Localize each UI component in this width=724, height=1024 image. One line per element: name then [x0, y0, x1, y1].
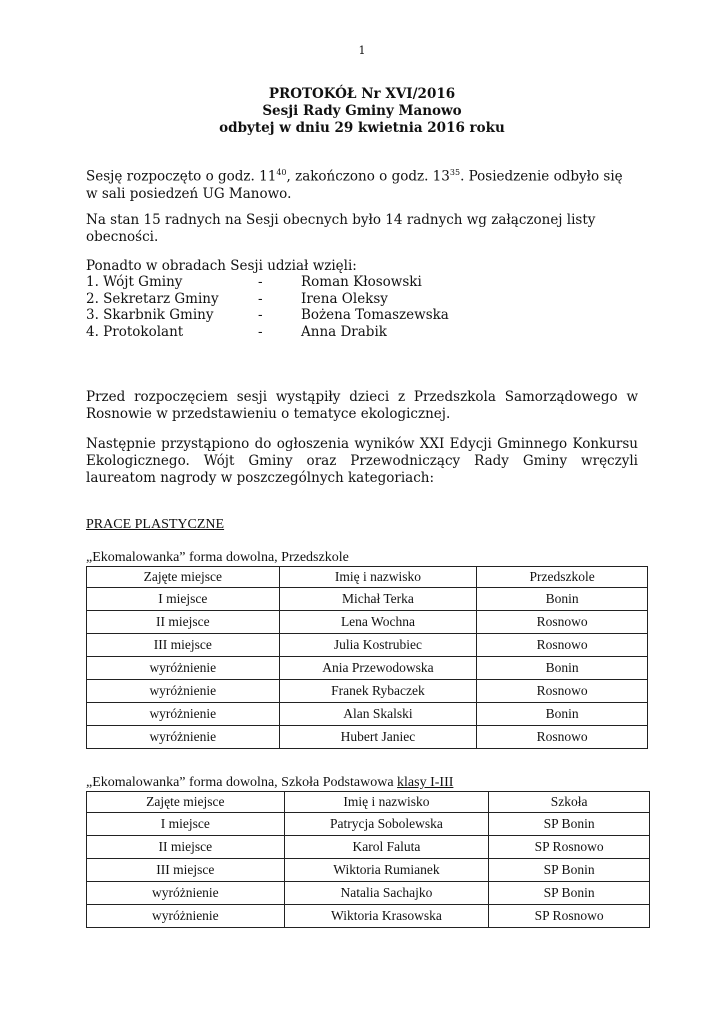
participant-name: Roman Kłosowski — [301, 274, 422, 290]
table-cell: II miejsce — [87, 611, 280, 634]
column-header: Zajęte miejsce — [87, 792, 285, 813]
participant-dash: - — [258, 290, 263, 307]
table-cell: I miejsce — [87, 588, 280, 611]
table-cell: Bonin — [477, 703, 648, 726]
column-header: Imię i nazwisko — [279, 567, 477, 588]
table-cell: wyróżnienie — [87, 657, 280, 680]
participant-name: Irena Oleksy — [301, 290, 388, 307]
column-header: Przedszkole — [477, 567, 648, 588]
table-row — [87, 813, 650, 836]
table-cell: SP Bonin — [489, 813, 650, 836]
children-performance-paragraph: Przed rozpoczęciem sesji wystąpiły dzieci z Przedszkola Samorządowego w Rosnowie w przedstawieniu o tematyce ekologicznej. — [86, 389, 638, 422]
participants-intro: Ponadto w obradach Sesji udział wzięli: — [86, 258, 357, 274]
table-cell: SP Bonin — [489, 859, 650, 882]
preschool-results-table — [86, 566, 648, 749]
participant-name: Bożena Tomaszewska — [301, 307, 449, 323]
table-cell: wyróżnienie — [87, 726, 280, 749]
table-header-row — [87, 792, 650, 813]
table-row — [87, 680, 648, 703]
participant-role: 3. Skarbnik Gminy — [86, 307, 214, 323]
session-name: Sesji Rady Gminy Manowo — [262, 103, 462, 119]
table-cell: SP Rosnowo — [489, 836, 650, 859]
participant-dash: - — [258, 323, 263, 340]
table-cell: Rosnowo — [477, 680, 648, 703]
protocol-title: PROTOKÓŁ Nr XVI/2016 — [268, 86, 456, 102]
table-cell: II miejsce — [87, 836, 285, 859]
table-row — [87, 882, 650, 905]
table-cell: Rosnowo — [477, 611, 648, 634]
participant-role: 4. Protokolant — [86, 323, 184, 340]
table-row — [87, 588, 648, 611]
attendance-paragraph: Na stan 15 radnych na Sesji obecnych było 14 radnych wg załączonej listy obecności. — [86, 212, 596, 245]
table-cell: Rosnowo — [477, 726, 648, 749]
table2-caption: „Ekomalowanka” forma dowolna, Szkoła Podstawowa klasy I-III — [86, 775, 454, 790]
table-cell: wyróżnienie — [87, 703, 280, 726]
competition-results-paragraph: Następnie przystąpiono do ogłoszenia wyników XXI Edycji Gminnego Konkursu Ekologicznego. Wójt Gminy oraz Przewodniczący Rady Gminy wręczyli laureatom nagrody w poszczególnych kategoriach: — [86, 436, 638, 486]
column-header: Zajęte miejsce — [87, 567, 280, 588]
participant-name: Anna Drabik — [301, 323, 387, 340]
table-row — [87, 657, 648, 680]
table-cell: I miejsce — [87, 813, 285, 836]
participant-dash: - — [258, 274, 263, 290]
table-cell: Natalia Sachajko — [284, 882, 489, 905]
table-cell: Hubert Janiec — [279, 726, 477, 749]
table-row — [87, 836, 650, 859]
table-cell: Michał Terka — [279, 588, 477, 611]
participant-dash: - — [258, 307, 263, 323]
page-number: 1 — [358, 44, 366, 57]
table-cell: III miejsce — [87, 634, 280, 657]
participant-role: 2. Sekretarz Gminy — [86, 290, 219, 307]
column-header: Szkoła — [489, 792, 650, 813]
table-row — [87, 859, 650, 882]
table-cell: SP Bonin — [489, 882, 650, 905]
table-cell: wyróżnienie — [87, 680, 280, 703]
table-cell: SP Rosnowo — [489, 905, 650, 928]
table-cell: Julia Kostrubiec — [279, 634, 477, 657]
column-header: Imię i nazwisko — [284, 792, 489, 813]
table-row — [87, 726, 648, 749]
table-cell: Bonin — [477, 588, 648, 611]
table-cell: III miejsce — [87, 859, 285, 882]
table-cell: Patrycja Sobolewska — [284, 813, 489, 836]
participant-row — [86, 274, 638, 291]
participant-row — [86, 324, 638, 341]
participant-row — [86, 307, 638, 324]
table-cell: wyróżnienie — [87, 905, 285, 928]
table-cell: Wiktoria Rumianek — [284, 859, 489, 882]
table-cell: Karol Faluta — [284, 836, 489, 859]
table-header-row — [87, 567, 648, 588]
table-cell: Ania Przewodowska — [279, 657, 477, 680]
table-cell: wyróżnienie — [87, 882, 285, 905]
section-title: PRACE PLASTYCZNE — [86, 517, 225, 532]
session-date: odbytej w dniu 29 kwietnia 2016 roku — [219, 120, 505, 136]
table-row — [87, 905, 650, 928]
table-cell: Alan Skalski — [279, 703, 477, 726]
table-cell: Bonin — [477, 657, 648, 680]
table-cell: Wiktoria Krasowska — [284, 905, 489, 928]
table-cell: Lena Wochna — [279, 611, 477, 634]
table1-caption: „Ekomalowanka” forma dowolna, Przedszkole — [86, 550, 349, 565]
participant-role: 1. Wójt Gminy — [86, 274, 183, 290]
table-row — [87, 703, 648, 726]
table-row — [87, 611, 648, 634]
table-cell: Rosnowo — [477, 634, 648, 657]
table-row — [87, 634, 648, 657]
table-cell: Franek Rybaczek — [279, 680, 477, 703]
participant-row — [86, 291, 638, 308]
primary-school-results-table — [86, 791, 650, 928]
session-times-paragraph: Sesję rozpoczęto o godz. $11^{40}$, zakończono o godz. $13^{35}$. Posiedzenie odbyło się w sali posiedzeń UG Manowo. — [86, 168, 623, 202]
